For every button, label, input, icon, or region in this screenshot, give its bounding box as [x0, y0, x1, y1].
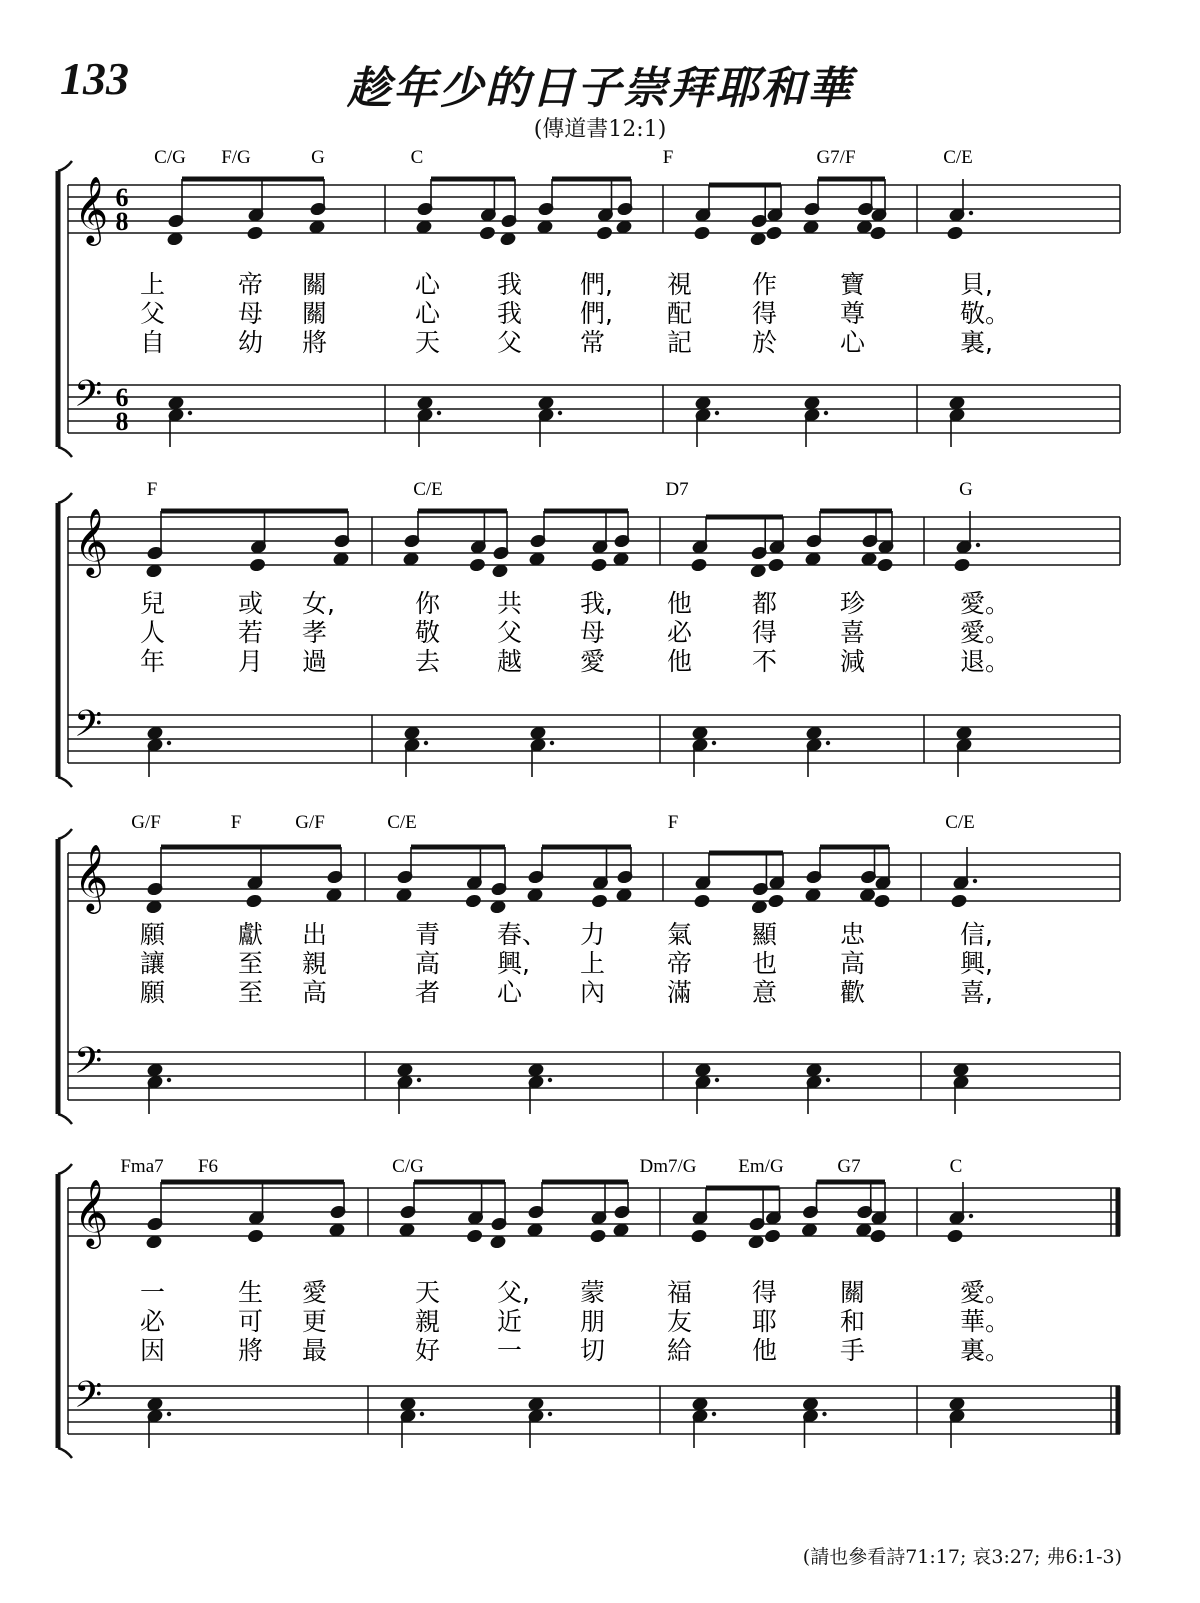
note-head [613, 552, 629, 566]
lyric-syllable: 月 [238, 647, 264, 676]
note-head [801, 1223, 817, 1237]
note-head [751, 900, 767, 914]
note-head [768, 894, 784, 908]
note-head [590, 1229, 606, 1243]
lyric-syllable: 母 [238, 299, 264, 328]
note-head [492, 564, 508, 578]
chord-symbol: F6 [197, 1156, 219, 1177]
note-head [591, 894, 607, 908]
lyric-syllable: 生 [238, 1278, 264, 1307]
chord-symbol: G/F [295, 812, 325, 833]
lyric-syllable: 更 [302, 1307, 328, 1336]
lyric-syllable: 我 [497, 270, 523, 299]
note-head [748, 1235, 764, 1249]
lyric-syllable: 福 [667, 1278, 693, 1307]
lyric-syllable: 興, [960, 949, 993, 978]
lyric-syllable: 敬。 [960, 299, 1011, 328]
chord-symbol: C [410, 147, 424, 168]
note-head [856, 1223, 872, 1237]
lyric-syllable: 裏。 [960, 1336, 1011, 1365]
lyric-syllable: 給 [667, 1336, 693, 1365]
time-signature-bottom: 8 [115, 407, 129, 436]
note-head [416, 220, 432, 234]
note-head [805, 552, 821, 566]
bass-clef-icon: 𝄢 [74, 373, 103, 424]
lyric-syllable: 願 [140, 978, 166, 1007]
chord-symbol: Fma7 [120, 1156, 164, 1177]
lyric-syllable: 心 [415, 299, 441, 328]
bracket-top [58, 493, 72, 503]
lyric-syllable: 減 [840, 647, 866, 676]
dot [167, 1078, 171, 1082]
note-head [616, 220, 632, 234]
note-head [954, 558, 970, 572]
note-head [861, 552, 877, 566]
lyric-syllable: 年 [140, 647, 166, 676]
lyric-syllable: 信, [960, 920, 993, 949]
dot [420, 1412, 424, 1416]
dot [712, 741, 716, 745]
lyric-syllable: 於 [752, 328, 778, 357]
chord-symbol: C [949, 1156, 963, 1177]
lyric-syllable: 可 [238, 1307, 264, 1336]
lyric-syllable: 得 [752, 618, 778, 647]
note-head [804, 396, 820, 410]
lyric-syllable: 越 [497, 647, 523, 676]
note-head [167, 232, 183, 246]
note-head [692, 726, 708, 740]
lyric-syllable: 過 [302, 647, 328, 676]
note-head [953, 1063, 969, 1077]
lyric-syllable: 出 [302, 920, 328, 949]
lyric-syllable: 視 [667, 270, 693, 299]
note-head [691, 558, 707, 572]
lyric-syllable: 父 [497, 328, 523, 357]
chord-symbol: F [667, 812, 679, 833]
chord-symbol: F [230, 812, 242, 833]
lyric-syllable: 他 [667, 589, 693, 618]
lyric-syllable: 內 [580, 978, 606, 1007]
note-head [538, 396, 554, 410]
lyric-syllable: 友 [667, 1307, 693, 1336]
lyric-syllable: 常 [580, 328, 606, 357]
lyric-syllable: 華。 [960, 1307, 1011, 1336]
note-head [396, 888, 412, 902]
note-head [530, 726, 546, 740]
chord-symbol: G7/F [816, 147, 856, 168]
chord-symbol: F [662, 147, 674, 168]
note-head [146, 900, 162, 914]
note-head [951, 894, 967, 908]
note-head [147, 726, 163, 740]
lyric-syllable: 都 [752, 589, 778, 618]
dot [558, 411, 562, 415]
lyric-syllable: 不 [752, 647, 778, 676]
lyric-syllable: 上 [580, 949, 606, 978]
note-head [309, 220, 325, 234]
lyric-syllable: 一 [140, 1278, 166, 1307]
note-head [956, 726, 972, 740]
lyric-syllable: 天 [415, 1278, 441, 1307]
dot [822, 1412, 826, 1416]
note-head [692, 1397, 708, 1411]
note-head [616, 888, 632, 902]
note-head [329, 1223, 345, 1237]
note-head [528, 1397, 544, 1411]
note-head [400, 1397, 416, 1411]
lyric-syllable: 心 [415, 270, 441, 299]
time-signature-bottom: 8 [115, 207, 129, 236]
lyric-syllable: 心 [840, 328, 866, 357]
lyric-syllable: 母 [580, 618, 606, 647]
lyric-syllable: 共 [497, 589, 523, 618]
scripture-reference: (傳道書12:1) [533, 117, 667, 142]
note-head [803, 220, 819, 234]
lyric-syllable: 愛 [302, 1278, 328, 1307]
note-head [859, 888, 875, 902]
treble-clef-icon: 𝄞 [74, 175, 109, 243]
dot [826, 741, 830, 745]
dot [712, 1412, 716, 1416]
treble-clef-icon: 𝄞 [74, 507, 109, 575]
lyric-syllable: 退。 [960, 647, 1011, 676]
lyric-syllable: 近 [497, 1307, 523, 1336]
dot [973, 879, 977, 883]
note-head [479, 226, 495, 240]
note-head [333, 552, 349, 566]
lyric-syllable: 喜, [960, 978, 993, 1007]
lyric-syllable: 愛。 [960, 1278, 1011, 1307]
note-head [694, 226, 710, 240]
lyric-syllable: 我, [580, 589, 613, 618]
lyric-syllable: 切 [580, 1336, 606, 1365]
lyric-syllable: 讓 [140, 949, 166, 978]
dot [548, 1412, 552, 1416]
dot [188, 411, 192, 415]
note-head [806, 1063, 822, 1077]
note-head [528, 1063, 544, 1077]
note-head [500, 232, 516, 246]
lyric-syllable: 朋 [580, 1307, 606, 1336]
chord-symbol: C/E [387, 812, 417, 833]
lyric-syllable: 願 [140, 920, 166, 949]
lyric-syllable: 手 [840, 1336, 866, 1365]
lyric-syllable: 尊 [840, 299, 866, 328]
note-head [695, 1063, 711, 1077]
note-head [870, 226, 886, 240]
note-head [527, 1223, 543, 1237]
lyric-syllable: 珍 [840, 589, 866, 618]
dot [976, 543, 980, 547]
chord-symbol: Em/G [738, 1156, 784, 1177]
lyric-syllable: 一 [497, 1336, 523, 1365]
note-head [764, 1229, 780, 1243]
note-head [877, 558, 893, 572]
lyric-syllable: 父, [497, 1278, 530, 1307]
note-head [146, 1235, 162, 1249]
lyric-syllable: 至 [238, 978, 264, 1007]
lyric-syllable: 們, [580, 299, 613, 328]
lyric-syllable: 你 [415, 589, 441, 618]
lyric-syllable: 若 [238, 618, 264, 647]
bracket-top [58, 161, 72, 171]
chord-symbol: G [959, 479, 973, 500]
note-head [947, 226, 963, 240]
lyric-syllable: 天 [415, 328, 441, 357]
note-head [399, 1223, 415, 1237]
lyric-syllable: 父 [497, 618, 523, 647]
dot [715, 1078, 719, 1082]
dot [969, 211, 973, 215]
lyric-syllable: 帝 [667, 949, 693, 978]
lyric-syllable: 意 [752, 978, 778, 1007]
chord-symbol: C/G [154, 147, 186, 168]
note-head [949, 1397, 965, 1411]
dot [417, 1078, 421, 1082]
note-head [947, 1229, 963, 1243]
lyric-syllable: 人 [140, 618, 166, 647]
lyric-syllable: 青 [415, 920, 441, 949]
lyric-syllable: 親 [302, 949, 328, 978]
note-head [596, 226, 612, 240]
lyric-syllable: 也 [752, 949, 778, 978]
note-head [806, 726, 822, 740]
note-head [856, 220, 872, 234]
lyric-syllable: 必 [667, 618, 693, 647]
note-head [691, 1229, 707, 1243]
lyric-syllable: 記 [667, 328, 693, 357]
bass-clef-icon: 𝄢 [74, 1040, 103, 1091]
bass-clef-icon: 𝄢 [74, 1374, 103, 1425]
lyric-syllable: 顯 [752, 920, 778, 949]
note-head [874, 894, 890, 908]
bracket-bottom [58, 777, 72, 787]
note-head [768, 558, 784, 572]
note-head [404, 726, 420, 740]
lyric-syllable: 將 [238, 1336, 264, 1365]
dot [424, 741, 428, 745]
note-head [168, 396, 184, 410]
lyric-syllable: 關 [840, 1278, 866, 1307]
lyric-syllable: 得 [752, 1278, 778, 1307]
note-head [695, 396, 711, 410]
note-head [750, 232, 766, 246]
lyric-syllable: 耶 [752, 1307, 778, 1336]
note-head [147, 1397, 163, 1411]
note-head [949, 396, 965, 410]
note-head [465, 894, 481, 908]
lyric-syllable: 們, [580, 270, 613, 299]
note-head [750, 564, 766, 578]
lyric-syllable: 最 [302, 1336, 328, 1365]
lyric-syllable: 上 [140, 270, 166, 299]
note-head [766, 226, 782, 240]
lyric-syllable: 高 [302, 978, 328, 1007]
lyric-syllable: 喜 [840, 618, 866, 647]
lyric-syllable: 或 [238, 589, 264, 618]
lyric-syllable: 春、 [497, 920, 548, 949]
chord-symbol: D7 [665, 479, 689, 500]
note-head [403, 552, 419, 566]
bracket-bottom [58, 1448, 72, 1458]
chord-symbol: Dm7/G [639, 1156, 697, 1177]
lyric-syllable: 好 [415, 1336, 441, 1365]
lyric-syllable: 帝 [238, 270, 264, 299]
chord-symbol: F [146, 479, 158, 500]
note-head [490, 900, 506, 914]
lyric-syllable: 孝 [302, 618, 328, 647]
lyric-syllable: 得 [752, 299, 778, 328]
lyric-syllable: 他 [752, 1336, 778, 1365]
hymn-title: 趁年少的日子崇拜耶和華 [347, 63, 853, 114]
lyric-syllable: 愛。 [960, 589, 1011, 618]
lyric-syllable: 女, [302, 589, 335, 618]
note-head [326, 888, 342, 902]
lyric-syllable: 必 [140, 1307, 166, 1336]
lyric-syllable: 我 [497, 299, 523, 328]
dot [826, 1078, 830, 1082]
lyric-syllable: 因 [140, 1336, 166, 1365]
note-head [694, 894, 710, 908]
bracket-bottom [58, 1114, 72, 1124]
dot [550, 741, 554, 745]
lyric-syllable: 敬 [415, 618, 441, 647]
chord-symbol: G7 [837, 1156, 861, 1177]
lyric-syllable: 兒 [140, 589, 166, 618]
note-head [469, 558, 485, 572]
lyric-syllable: 寶 [840, 270, 866, 299]
chord-symbol: C/G [392, 1156, 424, 1177]
lyric-syllable: 愛。 [960, 618, 1011, 647]
lyric-syllable: 貝, [960, 270, 993, 299]
dot [824, 411, 828, 415]
lyric-syllable: 歡 [840, 978, 866, 1007]
lyric-syllable: 去 [415, 647, 441, 676]
lyric-syllable: 親 [415, 1307, 441, 1336]
lyric-syllable: 高 [840, 949, 866, 978]
note-head [417, 396, 433, 410]
lyric-syllable: 氣 [667, 920, 693, 949]
lyric-syllable: 關 [302, 299, 328, 328]
lyric-syllable: 將 [302, 328, 328, 357]
bass-clef-icon: 𝄢 [74, 703, 103, 754]
note-head [490, 1235, 506, 1249]
note-head [467, 1229, 483, 1243]
dot [548, 1078, 552, 1082]
note-head [613, 1223, 629, 1237]
footnote: (請也參看詩71:17; 哀3:27; 弗6:1-3) [802, 1546, 1122, 1568]
hymn-number: 133 [60, 53, 129, 104]
chord-symbol: G/F [131, 812, 161, 833]
note-head [805, 888, 821, 902]
lyric-syllable: 和 [840, 1307, 866, 1336]
lyric-syllable: 忠 [840, 920, 866, 949]
lyric-syllable: 獻 [238, 920, 264, 949]
lyric-syllable: 自 [140, 328, 166, 357]
note-head [147, 1063, 163, 1077]
lyric-syllable: 幼 [238, 328, 264, 357]
note-head [591, 558, 607, 572]
lyric-syllable: 至 [238, 949, 264, 978]
treble-clef-icon: 𝄞 [74, 843, 109, 911]
lyric-syllable: 裏, [960, 328, 993, 357]
chord-symbol: C/E [413, 479, 443, 500]
note-head [527, 888, 543, 902]
lyric-syllable: 蒙 [580, 1278, 606, 1307]
time-signature-top: 6 [115, 383, 129, 412]
dot [715, 411, 719, 415]
chord-symbol: C/E [945, 812, 975, 833]
note-head [802, 1397, 818, 1411]
bracket-top [58, 829, 72, 839]
chord-symbol: G [311, 147, 325, 168]
lyric-syllable: 作 [752, 270, 778, 299]
lyric-syllable: 高 [415, 949, 441, 978]
note-head [537, 220, 553, 234]
bracket-bottom [58, 447, 72, 457]
dot [167, 741, 171, 745]
bracket-top [58, 1164, 72, 1174]
note-head [249, 558, 265, 572]
dot [969, 1214, 973, 1218]
lyric-syllable: 力 [580, 920, 606, 949]
chord-symbol: C/E [943, 147, 973, 168]
dot [167, 1412, 171, 1416]
time-signature-top: 6 [115, 183, 129, 212]
lyric-syllable: 配 [667, 299, 693, 328]
lyric-syllable: 興, [497, 949, 530, 978]
note-head [247, 226, 263, 240]
treble-clef-icon: 𝄞 [74, 1178, 109, 1246]
note-head [529, 552, 545, 566]
lyric-syllable: 滿 [667, 978, 693, 1007]
note-head [246, 894, 262, 908]
lyric-syllable: 他 [667, 647, 693, 676]
lyric-syllable: 愛 [580, 647, 606, 676]
lyric-syllable: 心 [497, 978, 523, 1007]
note-head [870, 1229, 886, 1243]
lyric-syllable: 父 [140, 299, 166, 328]
dot [437, 411, 441, 415]
note-head [397, 1063, 413, 1077]
note-head [247, 1229, 263, 1243]
chord-symbol: F/G [221, 147, 251, 168]
note-head [146, 564, 162, 578]
lyric-syllable: 者 [415, 978, 441, 1007]
lyric-syllable: 關 [302, 270, 328, 299]
